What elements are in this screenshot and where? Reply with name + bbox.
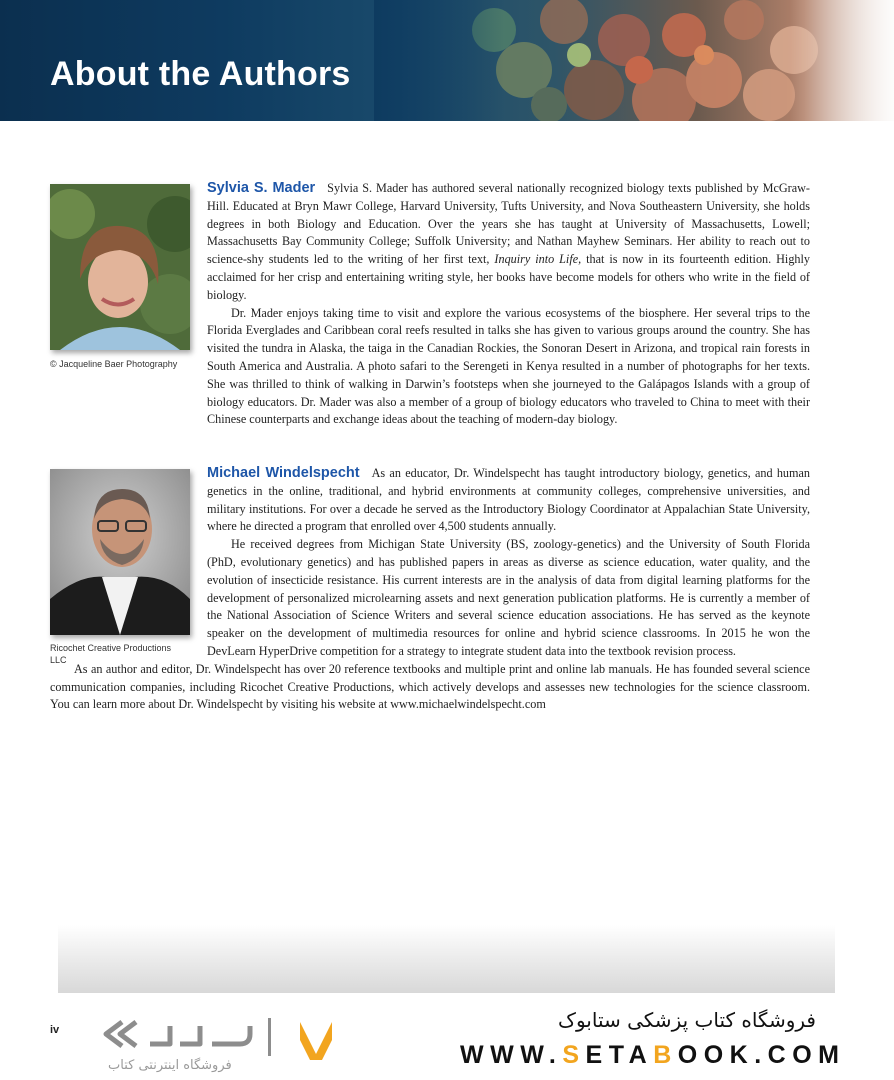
store-url-part-3: OOK.COM <box>677 1041 846 1069</box>
bio-windelspecht <box>50 465 810 714</box>
page-title: About the Authors <box>50 55 351 93</box>
author-name-mader: Sylvia S. Mader <box>207 180 316 196</box>
store-url <box>460 1041 845 1070</box>
logo-tagline: فروشگاه اینترنتی کتاب <box>108 1058 232 1073</box>
setabook-logo-icon <box>100 1014 360 1060</box>
bio-mader-paragraph-1b: that is now in its fourteenth edition. Highly acclaimed for her crisp and entertaining writing style, her books have become models for others who write in the field of biology. <box>207 252 810 302</box>
author-name-windelspecht: Michael Windelspecht <box>207 465 360 481</box>
bio-mader-paragraph-2: Dr. Mader enjoys taking time to visit and explore the various ecosystems of the biosphere. Her several trips to the Florida Everglades and Caribbean coral reefs resulted in talks she has given to various groups around the country. She has visited the tundra in Alaska, the taiga in the Canadian Rockies, the Sonoran Desert in Arizona, and tropical rain forests in South America and Australia. A photo safari to the Serengeti in Kenya resulted in a number of photographs for her texts. She was thrilled to think of walking in Darwin’s footsteps when she journeyed to the Galápagos Islands with a group of biology educators. Dr. Mader was also a member of a group of biology educators who traveled to China to meet with their Chinese counterparts and exchange ideas about the teaching of modern-day biology. <box>207 305 810 427</box>
bio-mader-paragraph-1a: Sylvia S. Mader has authored several nationally recognized biology texts published by McGraw-Hill. Educated at Bryn Mawr College, Harvard University, Tufts University, and Nova Southeastern University, she holds degrees in both Biology and Education. Over the years she has taught at University of Massachusetts, Lowell; Massachusetts Bay Community College; Suffolk University; and Nathan Mayhew Seminars. Her ability to reach out to science-shy students led to the writing of her first text, <box>207 181 810 267</box>
store-url-part-2: ETA <box>585 1041 654 1069</box>
footer-shade <box>58 925 835 993</box>
header-banner <box>0 0 894 121</box>
store-url-accent-1: S <box>562 1041 586 1069</box>
bio-windelspecht-paragraph-1: As an educator, Dr. Windelspecht has taught introductory biology, genetics, and human genetics in the online, traditional, and hybrid environments at community colleges, comprehensive universities, and military institutions. For over a decade he served as the Introductory Biology Coordinator at Appalachian State University, where he directed a program that enrolled over 4,500 students annually. <box>207 466 811 534</box>
coral-reef-image <box>374 0 894 121</box>
bio-windelspecht-paragraph-3: As an author and editor, Dr. Windelspecht has over 20 reference textbooks and multiple print and online lab manuals. He has founded several science communication companies, including Ricochet Creative Productions, which actively develops and assesses new technologies for the science classroom. You can learn more about Dr. Windelspecht by visiting his website at www.michaelwindelspecht.com <box>50 661 810 712</box>
bio-mader <box>50 180 810 429</box>
store-url-accent-2: B <box>653 1041 678 1069</box>
store-url-part-1: WWW. <box>460 1041 563 1069</box>
store-name: فروشگاه کتاب پزشکی ستابوک <box>558 1008 816 1032</box>
page-number: iv <box>50 1024 60 1036</box>
book-title-inquiry-into-life: Inquiry into Life, <box>494 252 582 267</box>
bio-windelspecht-paragraph-2: He received degrees from Michigan State University (BS, zoology-genetics) and the University of South Florida (PhD, evolutionary genetics) and has published papers in areas as diverse as science education, water quality, and the evolution of insecticide resistance. His current interests are in the analysis of data from digital learning platforms for the development of personalized microlearning assets and next generation publication platforms. He is currently a member of the National Association of Science Writers and several science education associations. He has served as the keynote speaker on the development of multimedia resources for online and hybrid science classrooms. In 2015 he won the DevLearn HyperDrive competition for a strategy to integrate student data into the textbook revision process. <box>207 537 810 658</box>
photo-credit-windelspecht: Ricochet Creative Productions LLC <box>50 643 172 665</box>
photo-credit-mader: © Jacqueline Baer Photography <box>50 359 178 369</box>
